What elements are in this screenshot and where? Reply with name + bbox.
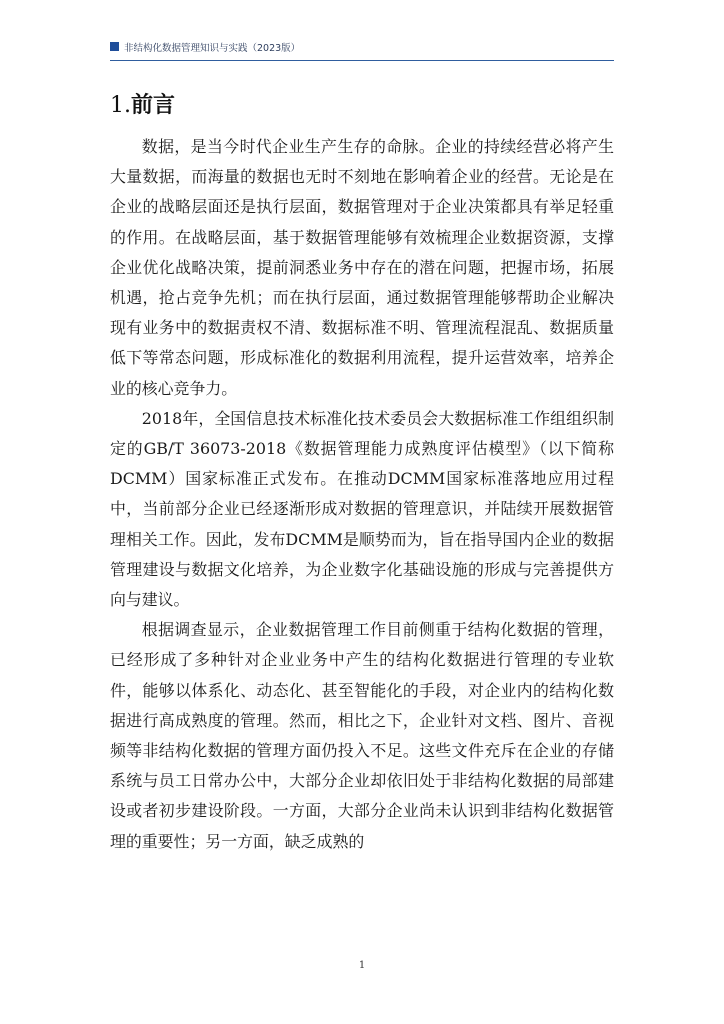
paragraph: 根据调查显示，企业数据管理工作目前侧重于结构化数据的管理，已经形成了多种针对企业业务中产生的结构化数据进行管理的专业软件，能够以体系化、动态化、甚至智能化的手段，对企业内的结构化数据进行高成熟度的管理。然而，相比之下，企业针对文档、图片、音视频等非结构化数据的管理方面仍投入不足。这些文件充斥在企业的存储系统与员工日常办公中，大部分企业却依旧处于非结构化数据的局部建设或者初步建设阶段。一方面，大部分企业尚未认识到非结构化数据管理的重要性；另一方面，缺乏成熟的 bbox=[110, 620, 614, 851]
section-number: 1. bbox=[110, 93, 131, 118]
paragraph: 数据，是当今时代企业生产生存的命脉。企业的持续经营必将产生大量数据，而海量的数据也无时不刻地在影响着企业的经营。无论是在企业的战略层面还是执行层面，数据管理对于企业决策都具有举足轻重的作用。在战略层面，基于数据管理能够有效梳理企业数据资源，支撑企业优化战略决策，提前洞悉业务中存在的潜在问题，把握市场，拓展机遇，抢占竞争先机；而在执行层面，通过数据管理能够帮助企业解决现有业务中的数据责权不清、数据标准不明、管理流程混乱、数据质量低下等常态问题，形成标准化的数据利用流程，提升运营效率，培养企业的核心竞争力。 bbox=[110, 137, 614, 398]
page-number: 1 bbox=[358, 960, 366, 971]
running-header bbox=[110, 38, 614, 61]
section-title: 前言 bbox=[131, 92, 176, 118]
body-text bbox=[110, 132, 614, 857]
header-square-icon bbox=[110, 42, 119, 51]
watermark: ​ bbox=[60, 330, 103, 391]
section-heading bbox=[110, 92, 175, 119]
paragraph: 2018年，全国信息技术标准化技术委员会大数据标准工作组组织制定的GB/T 36073-2018《数据管理能力成熟度评估模型》（以下简称DCMM）国家标准正式发布。在推动DCMM国家标准落地应用过程中，当前部分企业已经逐渐形成对数据的管理意识，并陆续开展数据管理相关工作。因此，发布DCMM是顺势而为，旨在指导国内企业的数据管理建设与数据文化培养，为企业数字化基础设施的形成与完善提供方向与建议。 bbox=[110, 408, 614, 610]
header-title: 非结构化数据管理知识与实践（2023版） bbox=[124, 43, 301, 54]
